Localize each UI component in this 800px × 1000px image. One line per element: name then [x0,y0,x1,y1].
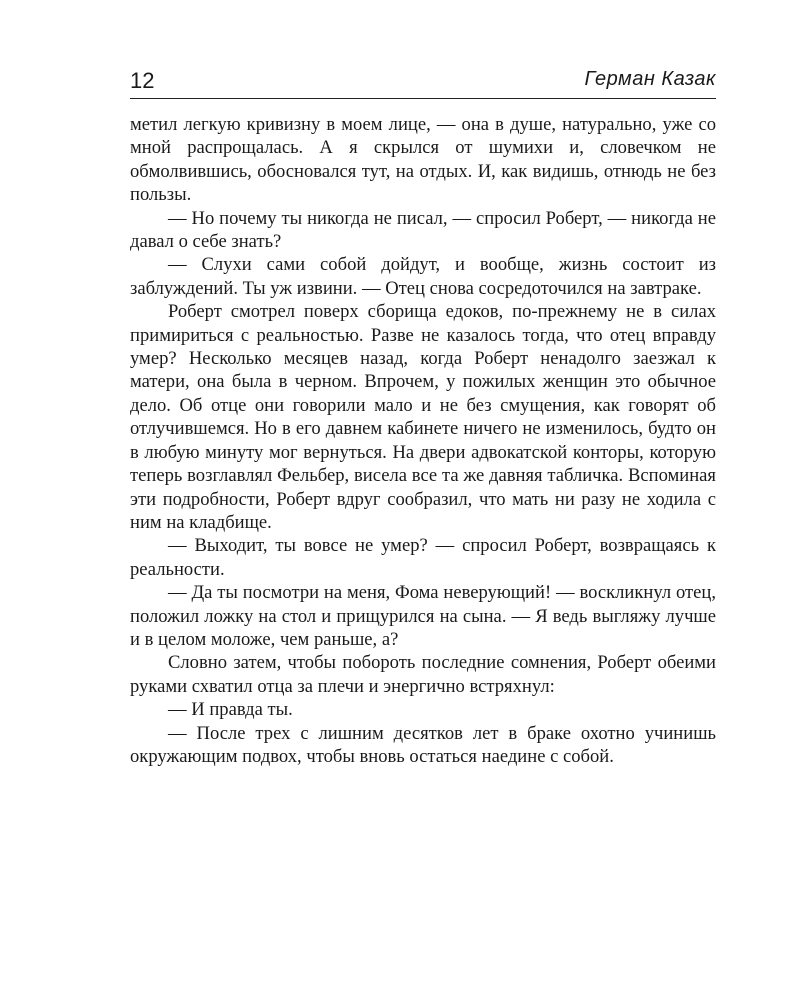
paragraph: — Но почему ты никогда не писал, — спросил Роберт, — никогда не давал о себе знать? [130,207,716,253]
paragraph: — И правда ты. [168,699,293,721]
paragraph: — Да ты посмотри на меня, Фома неверующий! — воскликнул отец, положил ложку на стол и прищурился на сына. — Я ведь выгляжу лучше и в целом моложе, чем раньше, а? [130,582,716,650]
paragraph: Роберт смотрел поверх сборища едоков, по-прежнему не в силах примириться с реальностью. Разве не казалось тогда, что отец вправду умер? Несколько месяцев назад, когда Роберт ненадолго заезжал к матери, она была в черном. Впрочем, у пожилых женщин это обычное дело. Об отце они говорили мало и не без смущения, как говорят об отлучившемся. Но в его давнем кабинете ничего не изменилось, будто он в любую минуту мог вернуться. На двери адвокатской конторы, которую теперь возглавлял Фельбер, висела все та же давняя табличка. Вспоминая эти подробности, Роберт вдруг сообразил, что мать ни разу не ходила с ним на кладбище. [130,301,716,533]
page-header [130,60,716,99]
running-title: Герман Казак [584,68,716,90]
paragraph: метил легкую кривизну в моем лице, — она в душе, натурально, уже со мной распрощалась. А я скрылся от шумихи и, словечком не обмолвившись, обосновался тут, на отдых. И, как видишь, отнюдь не без пользы. [130,114,716,206]
page-number: 12 [130,68,155,93]
paragraph: — Слухи сами собой дойдут, и вообще, жизнь состоит из заблуждений. Ты уж извини. — Отец снова сосредоточился на завтраке. [130,254,716,299]
book-page [130,60,716,768]
paragraph: — Выходит, ты вовсе не умер? — спросил Роберт, возвращаясь к реальности. [130,535,716,580]
paragraph: — После трех с лишним десятков лет в браке охотно учинишь окружающим подвох, чтобы вновь остаться наедине с собой. [130,722,716,767]
body-text [130,113,716,768]
paragraph: Словно затем, чтобы побороть последние сомнения, Роберт обеими руками схватил отца за плечи и энергично встряхнул: [130,652,716,697]
